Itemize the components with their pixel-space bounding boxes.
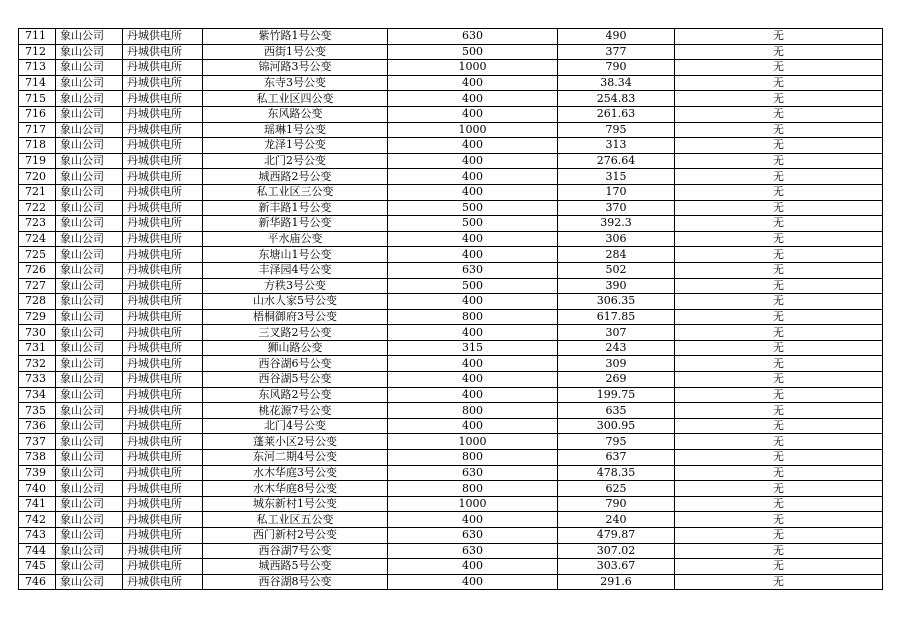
transformer-name-cell: 新丰路1号公变 [203,200,388,216]
remark-cell: 无 [675,294,883,310]
capacity-cell: 400 [388,372,558,388]
remark-cell: 无 [675,231,883,247]
company-cell: 象山公司 [56,169,123,185]
transformer-name-cell: 方秩3号公变 [203,278,388,294]
station-cell: 丹城供电所 [123,496,203,512]
row-number-cell: 743 [19,528,56,544]
company-cell: 象山公司 [56,184,123,200]
table-row [19,543,883,559]
remark-cell: 无 [675,325,883,341]
row-number-cell: 732 [19,356,56,372]
table-row [19,75,883,91]
table-row [19,559,883,575]
transformer-name-cell: 桃花源7号公变 [203,403,388,419]
station-cell: 丹城供电所 [123,340,203,356]
transformer-name-cell: 水木华庭3号公变 [203,465,388,481]
remark-cell: 无 [675,106,883,122]
transformer-name-cell: 新华路1号公变 [203,216,388,232]
capacity-cell: 400 [388,574,558,590]
company-cell: 象山公司 [56,559,123,575]
row-number-cell: 715 [19,91,56,107]
transformer-name-cell: 水木华庭8号公变 [203,481,388,497]
load-cell: 392.3 [558,216,675,232]
table-row [19,184,883,200]
load-cell: 502 [558,262,675,278]
load-cell: 199.75 [558,387,675,403]
row-number-cell: 724 [19,231,56,247]
capacity-cell: 400 [388,418,558,434]
row-number-cell: 735 [19,403,56,419]
remark-cell: 无 [675,278,883,294]
transformer-name-cell: 东河二期4号公变 [203,450,388,466]
capacity-cell: 400 [388,138,558,154]
transformer-name-cell: 蓬莱小区2号公变 [203,434,388,450]
load-cell: 790 [558,496,675,512]
load-cell: 478.35 [558,465,675,481]
station-cell: 丹城供电所 [123,512,203,528]
row-number-cell: 739 [19,465,56,481]
station-cell: 丹城供电所 [123,294,203,310]
load-cell: 240 [558,512,675,528]
company-cell: 象山公司 [56,481,123,497]
remark-cell: 无 [675,247,883,263]
table-row [19,418,883,434]
station-cell: 丹城供电所 [123,29,203,45]
company-cell: 象山公司 [56,60,123,76]
transformer-name-cell: 东塘山1号公变 [203,247,388,263]
load-cell: 269 [558,372,675,388]
company-cell: 象山公司 [56,29,123,45]
row-number-cell: 716 [19,106,56,122]
transformer-name-cell: 西谷湖7号公变 [203,543,388,559]
company-cell: 象山公司 [56,309,123,325]
capacity-cell: 315 [388,340,558,356]
row-number-cell: 734 [19,387,56,403]
remark-cell: 无 [675,262,883,278]
company-cell: 象山公司 [56,543,123,559]
row-number-cell: 723 [19,216,56,232]
capacity-cell: 1000 [388,496,558,512]
remark-cell: 无 [675,122,883,138]
load-cell: 315 [558,169,675,185]
transformer-name-cell: 城西路5号公变 [203,559,388,575]
table-body [19,29,883,590]
table-row [19,574,883,590]
load-cell: 303.67 [558,559,675,575]
station-cell: 丹城供电所 [123,44,203,60]
transformer-name-cell: 西谷湖6号公变 [203,356,388,372]
transformer-name-cell: 东寺3号公变 [203,75,388,91]
row-number-cell: 719 [19,153,56,169]
row-number-cell: 738 [19,450,56,466]
station-cell: 丹城供电所 [123,169,203,185]
load-cell: 291.6 [558,574,675,590]
remark-cell: 无 [675,200,883,216]
table-row [19,356,883,372]
row-number-cell: 725 [19,247,56,263]
table-row [19,153,883,169]
load-cell: 625 [558,481,675,497]
table-row [19,106,883,122]
load-cell: 390 [558,278,675,294]
station-cell: 丹城供电所 [123,387,203,403]
table-row [19,387,883,403]
remark-cell: 无 [675,574,883,590]
row-number-cell: 713 [19,60,56,76]
remark-cell: 无 [675,465,883,481]
station-cell: 丹城供电所 [123,528,203,544]
company-cell: 象山公司 [56,106,123,122]
remark-cell: 无 [675,528,883,544]
load-cell: 637 [558,450,675,466]
company-cell: 象山公司 [56,340,123,356]
table-row [19,512,883,528]
company-cell: 象山公司 [56,512,123,528]
remark-cell: 无 [675,169,883,185]
company-cell: 象山公司 [56,418,123,434]
load-cell: 170 [558,184,675,200]
load-cell: 306 [558,231,675,247]
company-cell: 象山公司 [56,216,123,232]
table-row [19,450,883,466]
load-cell: 309 [558,356,675,372]
remark-cell: 无 [675,29,883,45]
station-cell: 丹城供电所 [123,247,203,263]
capacity-cell: 800 [388,481,558,497]
table-row [19,169,883,185]
load-cell: 261.63 [558,106,675,122]
table-row [19,481,883,497]
row-number-cell: 737 [19,434,56,450]
company-cell: 象山公司 [56,278,123,294]
station-cell: 丹城供电所 [123,231,203,247]
transformer-name-cell: 东风路公变 [203,106,388,122]
remark-cell: 无 [675,44,883,60]
capacity-cell: 400 [388,247,558,263]
station-cell: 丹城供电所 [123,465,203,481]
load-cell: 635 [558,403,675,419]
station-cell: 丹城供电所 [123,138,203,154]
transformer-name-cell: 北门4号公变 [203,418,388,434]
transformer-name-cell: 龙泽1号公变 [203,138,388,154]
station-cell: 丹城供电所 [123,356,203,372]
capacity-cell: 400 [388,169,558,185]
table-row [19,29,883,45]
capacity-cell: 630 [388,465,558,481]
capacity-cell: 500 [388,44,558,60]
company-cell: 象山公司 [56,465,123,481]
capacity-cell: 400 [388,356,558,372]
company-cell: 象山公司 [56,574,123,590]
remark-cell: 无 [675,403,883,419]
load-cell: 790 [558,60,675,76]
capacity-cell: 800 [388,450,558,466]
transformer-name-cell: 私工业区四公变 [203,91,388,107]
table-row [19,122,883,138]
company-cell: 象山公司 [56,434,123,450]
row-number-cell: 721 [19,184,56,200]
company-cell: 象山公司 [56,138,123,154]
table-row [19,60,883,76]
company-cell: 象山公司 [56,231,123,247]
capacity-cell: 630 [388,528,558,544]
remark-cell: 无 [675,340,883,356]
capacity-cell: 500 [388,200,558,216]
transformer-name-cell: 锦河路3号公变 [203,60,388,76]
capacity-cell: 500 [388,216,558,232]
load-cell: 254.83 [558,91,675,107]
table-row [19,91,883,107]
load-cell: 276.64 [558,153,675,169]
row-number-cell: 736 [19,418,56,434]
remark-cell: 无 [675,153,883,169]
transformer-table [18,28,883,590]
company-cell: 象山公司 [56,528,123,544]
station-cell: 丹城供电所 [123,122,203,138]
capacity-cell: 400 [388,153,558,169]
load-cell: 300.95 [558,418,675,434]
transformer-name-cell: 平水庙公变 [203,231,388,247]
load-cell: 243 [558,340,675,356]
station-cell: 丹城供电所 [123,153,203,169]
remark-cell: 无 [675,496,883,512]
table-row [19,262,883,278]
transformer-name-cell: 狮山路公变 [203,340,388,356]
station-cell: 丹城供电所 [123,481,203,497]
row-number-cell: 711 [19,29,56,45]
capacity-cell: 400 [388,387,558,403]
row-number-cell: 730 [19,325,56,341]
capacity-cell: 500 [388,278,558,294]
company-cell: 象山公司 [56,262,123,278]
capacity-cell: 1000 [388,122,558,138]
capacity-cell: 1000 [388,434,558,450]
capacity-cell: 400 [388,91,558,107]
load-cell: 313 [558,138,675,154]
capacity-cell: 630 [388,262,558,278]
capacity-cell: 400 [388,184,558,200]
table-row [19,528,883,544]
company-cell: 象山公司 [56,75,123,91]
capacity-cell: 1000 [388,60,558,76]
remark-cell: 无 [675,309,883,325]
station-cell: 丹城供电所 [123,325,203,341]
row-number-cell: 718 [19,138,56,154]
station-cell: 丹城供电所 [123,434,203,450]
company-cell: 象山公司 [56,153,123,169]
company-cell: 象山公司 [56,325,123,341]
station-cell: 丹城供电所 [123,372,203,388]
table-row [19,231,883,247]
transformer-name-cell: 西谷湖8号公变 [203,574,388,590]
company-cell: 象山公司 [56,247,123,263]
station-cell: 丹城供电所 [123,216,203,232]
station-cell: 丹城供电所 [123,106,203,122]
station-cell: 丹城供电所 [123,75,203,91]
remark-cell: 无 [675,418,883,434]
capacity-cell: 400 [388,75,558,91]
transformer-name-cell: 城西路2号公变 [203,169,388,185]
remark-cell: 无 [675,387,883,403]
load-cell: 795 [558,434,675,450]
table-row [19,496,883,512]
row-number-cell: 731 [19,340,56,356]
load-cell: 284 [558,247,675,263]
table-row [19,372,883,388]
station-cell: 丹城供电所 [123,91,203,107]
station-cell: 丹城供电所 [123,403,203,419]
capacity-cell: 800 [388,403,558,419]
capacity-cell: 400 [388,231,558,247]
company-cell: 象山公司 [56,450,123,466]
load-cell: 479.87 [558,528,675,544]
station-cell: 丹城供电所 [123,418,203,434]
station-cell: 丹城供电所 [123,184,203,200]
station-cell: 丹城供电所 [123,559,203,575]
row-number-cell: 722 [19,200,56,216]
remark-cell: 无 [675,184,883,200]
transformer-name-cell: 西门新村2号公变 [203,528,388,544]
remark-cell: 无 [675,372,883,388]
remark-cell: 无 [675,543,883,559]
station-cell: 丹城供电所 [123,278,203,294]
row-number-cell: 712 [19,44,56,60]
remark-cell: 无 [675,559,883,575]
station-cell: 丹城供电所 [123,574,203,590]
table-row [19,278,883,294]
table-row [19,200,883,216]
company-cell: 象山公司 [56,44,123,60]
transformer-name-cell: 北门2号公变 [203,153,388,169]
remark-cell: 无 [675,216,883,232]
table-row [19,309,883,325]
transformer-name-cell: 东风路2号公变 [203,387,388,403]
row-number-cell: 733 [19,372,56,388]
load-cell: 307 [558,325,675,341]
station-cell: 丹城供电所 [123,60,203,76]
load-cell: 617.85 [558,309,675,325]
station-cell: 丹城供电所 [123,200,203,216]
capacity-cell: 400 [388,512,558,528]
row-number-cell: 745 [19,559,56,575]
row-number-cell: 729 [19,309,56,325]
company-cell: 象山公司 [56,91,123,107]
station-cell: 丹城供电所 [123,262,203,278]
transformer-name-cell: 瑶琳1号公变 [203,122,388,138]
company-cell: 象山公司 [56,372,123,388]
transformer-name-cell: 山水人家5号公变 [203,294,388,310]
station-cell: 丹城供电所 [123,309,203,325]
company-cell: 象山公司 [56,200,123,216]
row-number-cell: 742 [19,512,56,528]
table-row [19,247,883,263]
company-cell: 象山公司 [56,294,123,310]
table-row [19,434,883,450]
row-number-cell: 746 [19,574,56,590]
company-cell: 象山公司 [56,122,123,138]
transformer-name-cell: 私工业区三公变 [203,184,388,200]
transformer-name-cell: 西街1号公变 [203,44,388,60]
transformer-name-cell: 丰泽园4号公变 [203,262,388,278]
load-cell: 370 [558,200,675,216]
load-cell: 795 [558,122,675,138]
table-row [19,325,883,341]
capacity-cell: 400 [388,294,558,310]
remark-cell: 无 [675,481,883,497]
table-row [19,44,883,60]
row-number-cell: 740 [19,481,56,497]
row-number-cell: 714 [19,75,56,91]
station-cell: 丹城供电所 [123,543,203,559]
capacity-cell: 400 [388,106,558,122]
table-row [19,216,883,232]
load-cell: 490 [558,29,675,45]
station-cell: 丹城供电所 [123,450,203,466]
load-cell: 307.02 [558,543,675,559]
row-number-cell: 720 [19,169,56,185]
load-cell: 377 [558,44,675,60]
remark-cell: 无 [675,138,883,154]
remark-cell: 无 [675,434,883,450]
row-number-cell: 728 [19,294,56,310]
load-cell: 306.35 [558,294,675,310]
table-row [19,465,883,481]
transformer-name-cell: 梧桐御府3号公变 [203,309,388,325]
load-cell: 38.34 [558,75,675,91]
remark-cell: 无 [675,450,883,466]
row-number-cell: 744 [19,543,56,559]
transformer-name-cell: 城东新村1号公变 [203,496,388,512]
remark-cell: 无 [675,356,883,372]
capacity-cell: 400 [388,325,558,341]
capacity-cell: 630 [388,543,558,559]
table-row [19,340,883,356]
row-number-cell: 726 [19,262,56,278]
capacity-cell: 800 [388,309,558,325]
capacity-cell: 630 [388,29,558,45]
company-cell: 象山公司 [56,496,123,512]
row-number-cell: 717 [19,122,56,138]
transformer-name-cell: 紫竹路1号公变 [203,29,388,45]
capacity-cell: 400 [388,559,558,575]
transformer-name-cell: 三叉路2号公变 [203,325,388,341]
company-cell: 象山公司 [56,403,123,419]
table-row [19,294,883,310]
remark-cell: 无 [675,75,883,91]
transformer-name-cell: 西谷湖5号公变 [203,372,388,388]
table-row [19,403,883,419]
company-cell: 象山公司 [56,356,123,372]
row-number-cell: 727 [19,278,56,294]
table-row [19,138,883,154]
company-cell: 象山公司 [56,387,123,403]
remark-cell: 无 [675,512,883,528]
transformer-name-cell: 私工业区五公变 [203,512,388,528]
row-number-cell: 741 [19,496,56,512]
remark-cell: 无 [675,91,883,107]
remark-cell: 无 [675,60,883,76]
